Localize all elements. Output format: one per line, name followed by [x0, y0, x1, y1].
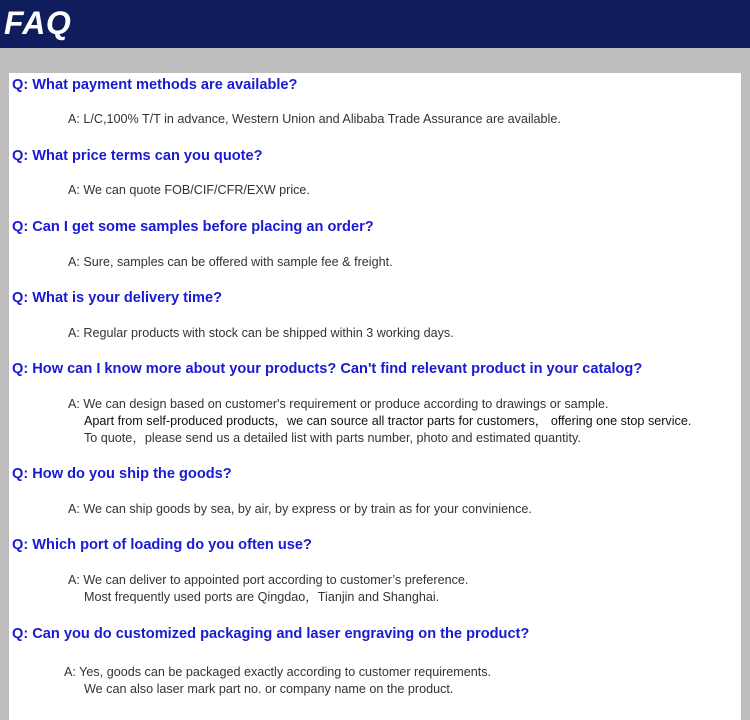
faq-answer-7-line-1: A: We can deliver to appointed port according to customer’s preference. — [68, 573, 469, 587]
page-title: FAQ — [4, 5, 72, 41]
faq-answer-2: A: We can quote FOB/CIF/CFR/EXW price. — [68, 183, 310, 197]
faq-answer-5-line-2: Apart from self-produced products，we can source all tractor parts for customers， offering one stop service. — [84, 414, 692, 428]
faq-answer-3: A: Sure, samples can be offered with sample fee & freight. — [68, 255, 393, 269]
faq-question-2: Q: What price terms can you quote? — [12, 148, 263, 164]
faq-question-6: Q: How do you ship the goods? — [12, 466, 232, 482]
faq-question-7: Q: Which port of loading do you often use? — [12, 537, 312, 553]
faq-answer-6: A: We can ship goods by sea, by air, by express or by train as for your convinience. — [68, 502, 532, 516]
faq-header — [0, 0, 750, 48]
faq-question-8: Q: Can you do customized packaging and laser engraving on the product? — [12, 626, 530, 642]
faq-question-3: Q: Can I get some samples before placing an order? — [12, 219, 374, 235]
faq-answer-5-line-1: A: We can design based on customer's requirement or produce according to drawings or sample. — [68, 397, 609, 411]
faq-answer-8-line-1: A: Yes, goods can be packaged exactly according to customer requirements. — [64, 665, 492, 679]
faq-answer-4: A: Regular products with stock can be shipped within 3 working days. — [68, 326, 454, 340]
faq-question-5: Q: How can I know more about your products? Can't find relevant product in your catalog? — [12, 361, 643, 377]
faq-answer-5-line-3: To quote，please send us a detailed list with parts number, photo and estimated quantity. — [84, 431, 581, 445]
faq-panel — [9, 73, 741, 720]
faq-answer-8-line-2: We can also laser mark part no. or company name on the product. — [84, 682, 454, 696]
faq-answer-1: A: L/C,100% T/T in advance, Western Union and Alibaba Trade Assurance are available. — [68, 112, 561, 126]
faq-answer-7-line-2: Most frequently used ports are Qingdao，Tianjin and Shanghai. — [84, 590, 440, 604]
faq-question-1: Q: What payment methods are available? — [12, 77, 298, 93]
faq-question-4: Q: What is your delivery time? — [12, 290, 223, 306]
